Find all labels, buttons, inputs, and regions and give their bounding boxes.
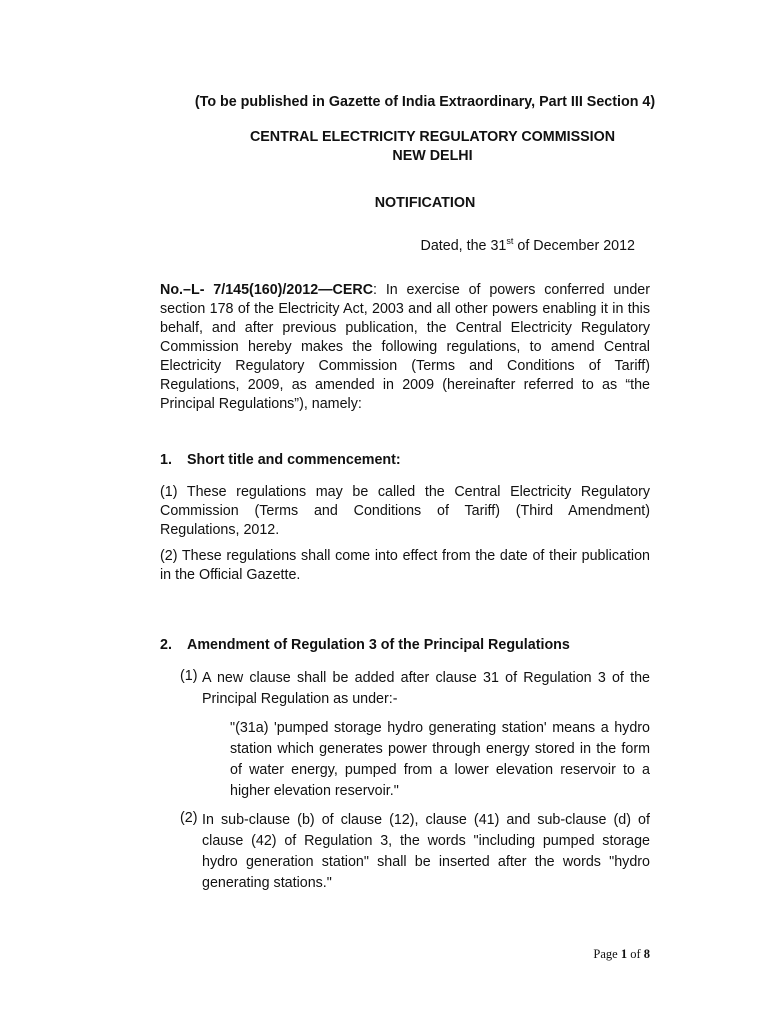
section-1-title: Short title and commencement: (187, 452, 401, 468)
notification-label: NOTIFICATION (374, 195, 476, 211)
section-2-title: Amendment of Regulation 3 of the Principal Regulations (187, 637, 570, 653)
section-1-para-2-text: (2) These regulations shall come into effect from the date of their publication in the Official Gazette. (160, 548, 650, 583)
commission-heading (100, 128, 765, 166)
notification-number: No.–L- 7/145(160)/2012—CERC (160, 282, 374, 298)
section-1-number: 1. (160, 452, 172, 468)
clause-1-number: (1) (180, 668, 198, 684)
date-prefix: Dated, the 31 (420, 238, 507, 254)
page-of-label: of (627, 947, 644, 961)
section-2-clause-1 (180, 668, 650, 710)
intro-paragraph (160, 281, 650, 414)
clause-1-text: A new clause shall be added after clause 31 of Regulation 3 of the Principal Regulation as under:- (202, 670, 650, 707)
gazette-line: (To be published in Gazette of India Extraordinary, Part III Section 4) (194, 94, 656, 110)
clause-2-number: (2) (180, 810, 198, 826)
section-1-para-2 (160, 547, 650, 585)
commission-name: CENTRAL ELECTRICITY REGULATORY COMMISSION (249, 129, 616, 145)
page-number: 1 (620, 947, 628, 961)
notification-title (100, 194, 750, 213)
section-2-heading (160, 637, 650, 653)
clause-2-text: In sub-clause (b) of clause (12), clause (41) and sub-clause (d) of clause (42) of Regulation 3, the words "including pumped storage hydro generation station" shall be inserted after the words "hydro generating stations." (202, 812, 650, 891)
definition-quote (230, 718, 650, 802)
section-1-para-1 (160, 483, 650, 540)
page-footer (593, 947, 650, 962)
definition-quote-text: "(31a) 'pumped storage hydro generating station' means a hydro station which generates power through energy stored in the form of water energy, pumped from a lower elevation reservoir to a higher elevation reservoir." (230, 720, 650, 799)
date-suffix-ordinal: st (506, 236, 514, 246)
intro-text: : In exercise of powers conferred under section 178 of the Electricity Act, 2003 and all other powers enabling it in this behalf, and after previous publication, the Central Electricity Regulatory Commission hereby makes the following regulations, to amend Central Electricity Regulatory Commission (Terms and Conditions of Tariff) Regulations, 2009, as amended in 2009 (hereinafter referred to as “the Principal Regulations”), namely: (160, 282, 650, 412)
section-1-para-1-text: (1) These regulations may be called the Central Electricity Regulatory Commission (Terms and Conditions of Tariff) (Third Amendment) Regulations, 2012. (160, 484, 650, 538)
section-1-heading (160, 452, 650, 468)
gazette-heading (100, 93, 750, 112)
date-suffix: of December 2012 (513, 238, 635, 254)
commission-city: NEW DELHI (392, 148, 473, 164)
page-total: 8 (643, 947, 650, 961)
section-2-clause-2 (180, 810, 650, 894)
date-line (421, 238, 635, 254)
section-2-number: 2. (160, 637, 172, 653)
page-label: Page (593, 947, 621, 961)
